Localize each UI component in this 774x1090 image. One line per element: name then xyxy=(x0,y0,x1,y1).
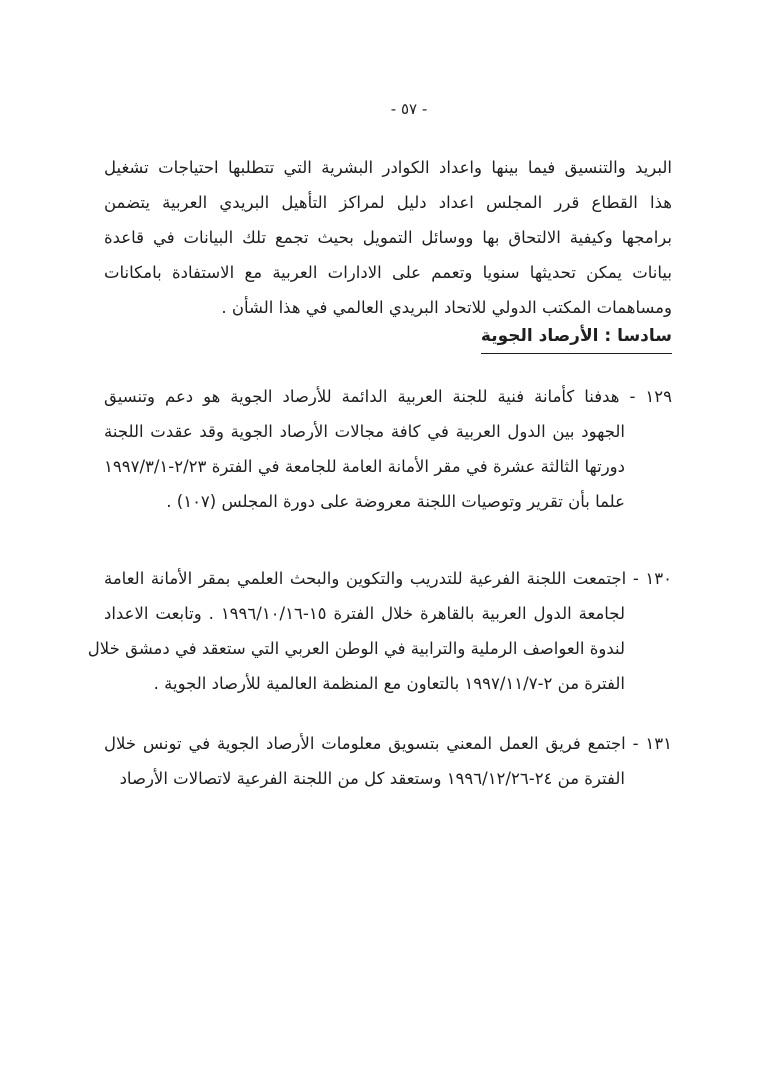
section-heading-row xyxy=(104,323,672,364)
text-line: ١٣١ - اجتمع فريق العمل المعني بتسويق معلومات الأرصاد الجوية في تونس خلال xyxy=(104,734,672,753)
intro-paragraph xyxy=(104,150,672,325)
text-line: ١٢٩ - هدفنا كأمانة فنية للجنة العربية الدائمة للأرصاد الجوية هو دعم وتنسيق xyxy=(104,387,672,406)
text-line: ومساهمات المكتب الدولي للاتحاد البريدي العالمي في هذا الشأن . xyxy=(221,298,672,317)
text-line: ١٣٠ - اجتمعت اللجنة الفرعية للتدريب والتكوين والبحث العلمي بمقر الأمانة العامة xyxy=(104,569,672,588)
section-heading: سادسا : الأرصاد الجوية xyxy=(481,323,672,354)
text-line: علما بأن تقرير وتوصيات اللجنة معروضة على دورة المجلس (١٠٧) . xyxy=(166,492,625,511)
text-line: دورتها الثالثة عشرة في مقر الأمانة العامة للجامعة في الفترة ٢/٢٣-١٩٩٧/٣/١ xyxy=(104,457,625,476)
text-line: الفترة من ٢-١٩٩٧/١١/٧ بالتعاون مع المنظمة العالمية للأرصاد الجوية . xyxy=(153,674,625,693)
text-line: لجامعة الدول العربية بالقاهرة خلال الفترة ١٥-١٩٩٦/١٠/١٦ . وتابعت الاعداد xyxy=(104,604,625,623)
text-line: برامجها وكيفية الالتحاق بها ووسائل التمويل بحيث تجمع تلك البيانات في قاعدة xyxy=(104,228,672,247)
item-130-paragraph xyxy=(87,561,672,701)
text-block xyxy=(87,98,672,796)
item-131-paragraph xyxy=(104,726,672,796)
text-line: الجهود بين الدول العربية في كافة مجالات الأرصاد الجوية وقد عقدت اللجنة xyxy=(104,422,625,441)
text-line: بيانات يمكن تحديثها سنويا وتعمم على الادارات العربية مع الاستفادة بامكانات xyxy=(104,263,672,282)
item-129-paragraph xyxy=(104,379,672,519)
text-line: البريد والتنسيق فيما بينها واعداد الكوادر البشرية التي تتطلبها احتياجات تشغيل xyxy=(104,158,672,177)
page-number: - ٥٧ - xyxy=(390,100,428,118)
text-line: الفترة من ٢٤-١٩٩٦/١٢/٢٦ وستعقد كل من اللجنة الفرعية لاتصالات الأرصاد xyxy=(119,769,625,788)
text-line: لندوة العواصف الرملية والترابية في الوطن العربي التي ستعقد في دمشق خلال xyxy=(87,639,625,658)
text-line: هذا القطاع قرر المجلس اعداد دليل لمراكز التأهيل البريدي العربية يتضمن xyxy=(104,193,672,212)
